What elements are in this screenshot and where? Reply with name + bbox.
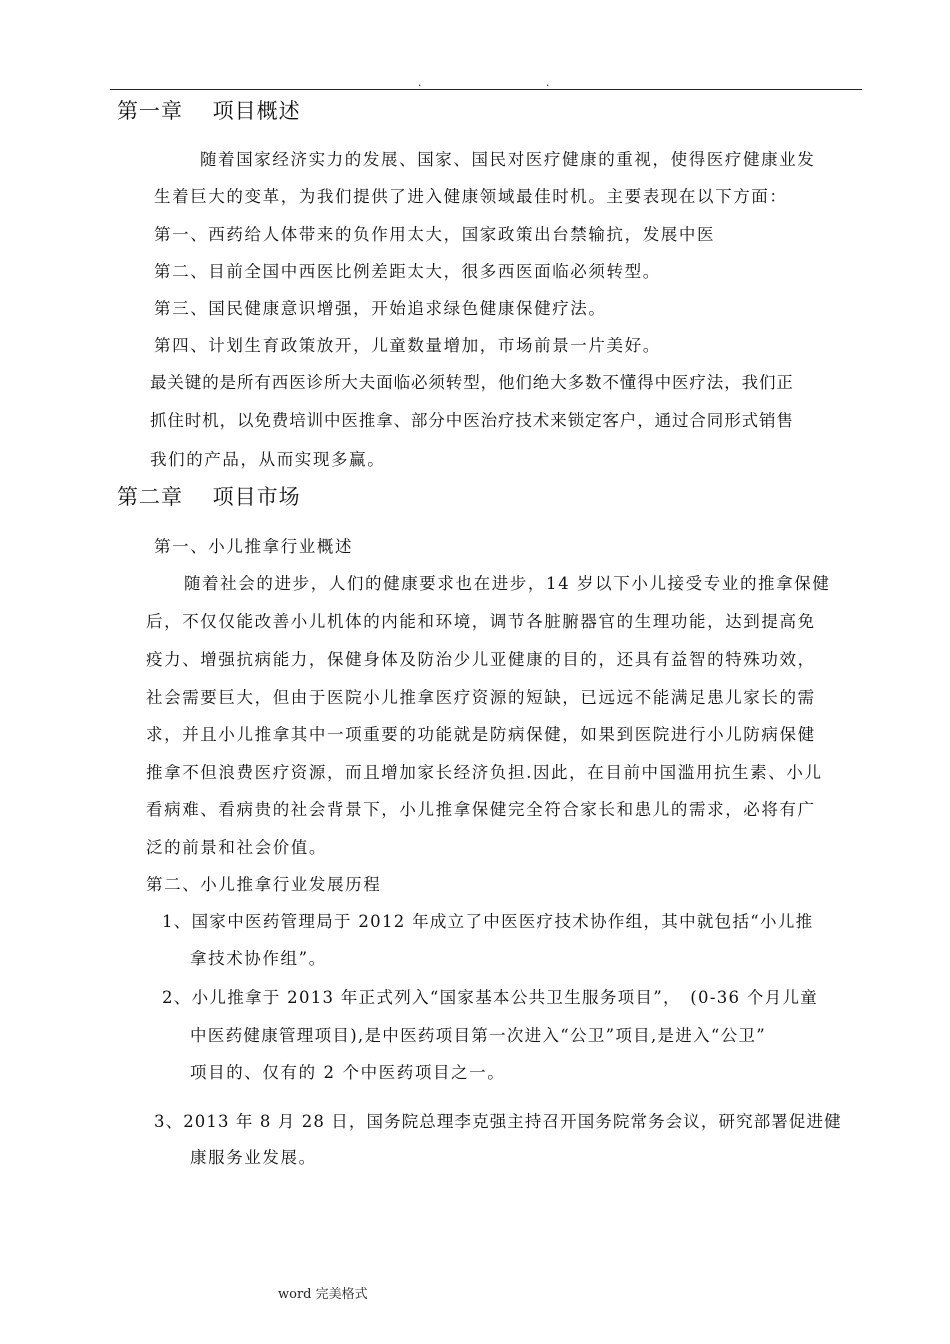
header-dot-right: . (546, 76, 550, 89)
chapter2-line-8: 泛的前景和社会价值。 (146, 838, 327, 857)
chapter2-line-2: 后，不仅仅能改善小儿机体的内能和环境，调节各脏腑器官的生理功能，达到提高免 (146, 612, 816, 631)
history-item-3-cont: 康服务业发展。 (190, 1148, 317, 1167)
header-dots (410, 76, 570, 88)
chapter2-subheading-2: 第二、小儿推拿行业发展历程 (146, 875, 382, 894)
chapter1-line-9: 我们的产品，从而实现多赢。 (150, 450, 386, 469)
chapter2-line-1: 随着社会的进步，人们的健康要求也在进步，14 岁以下小儿接受专业的推拿保健 (184, 574, 831, 593)
chapter2-subheading-1: 第一、小儿推拿行业概述 (154, 537, 354, 556)
history-item-2-cont-2: 项目的、仅有的 2 个中医药项目之一。 (190, 1063, 506, 1082)
chapter2-title: 第二章 项目市场 (117, 485, 301, 509)
chapter1-line-4: 第二、目前全国中西医比例差距太大，很多西医面临必须转型。 (154, 262, 661, 281)
header-rule (110, 89, 862, 90)
chapter2-line-7: 看病难、看病贵的社会背景下，小儿推拿保健完全符合家长和患儿的需求，必将有广 (146, 800, 816, 819)
chapter2-line-5: 求，并且小儿推拿其中一项重要的功能就是防病保健，如果到医院进行小儿防病保健 (146, 725, 816, 744)
chapter1-line-5: 第三、国民健康意识增强，开始追求绿色健康保健疗法。 (154, 299, 607, 318)
chapter1-line-2: 生着巨大的变革，为我们提供了进入健康领域最佳时机。主要表现在以下方面： (154, 187, 788, 206)
chapter1-line-3: 第一、西药给人体带来的负作用太大，国家政策出台禁输抗，发展中医 (154, 225, 716, 244)
chapter2-line-4: 社会需要巨大，但由于医院小儿推拿医疗资源的短缺，已远远不能满足患儿家长的需 (146, 688, 816, 707)
page-footer: word 完美格式 (278, 1287, 368, 1302)
history-item-2: 2、小儿推拿于 2013 年正式列入“国家基本公共卫生服务项目”， (0-36 个月儿童 (162, 988, 819, 1007)
chapter2-line-6: 推拿不但浪费医疗资源，而且增加家长经济负担.因此，在目前中国滥用抗生素、小儿 (146, 763, 823, 782)
history-item-1-cont: 拿技术协作组”。 (190, 949, 327, 968)
chapter1-line-1: 随着国家经济实力的发展、国家、国民对医疗健康的重视，使得医疗健康业发 (200, 150, 816, 169)
history-item-1: 1、国家中医药管理局于 2012 年成立了中医医疗技术协作组，其中就包括“小儿推 (162, 912, 814, 931)
chapter1-title: 第一章 项目概述 (117, 99, 301, 123)
chapter1-line-7: 最关键的是所有西医诊所大夫面临必须转型，他们绝大多数不懂得中医疗法，我们正 (150, 373, 794, 392)
history-item-2-cont-1: 中医药健康管理项目),是中医药项目第一次进入“公卫”项目,是进入“公卫” (190, 1026, 766, 1045)
header-dot-left: . (418, 76, 422, 89)
history-item-3: 3、2013 年 8 月 28 日，国务院总理李克强主持召开国务院常务会议，研究部署促进健 (154, 1112, 842, 1131)
chapter1-line-6: 第四、计划生育政策放开，儿童数量增加，市场前景一片美好。 (154, 336, 661, 355)
chapter2-line-3: 疫力、增强抗病能力，保健身体及防治少儿亚健康的目的，还具有益智的特殊功效， (146, 650, 816, 669)
chapter1-line-8: 抓住时机，以免费培训中医推拿、部分中医治疗技术来锁定客户，通过合同形式销售 (150, 411, 794, 430)
